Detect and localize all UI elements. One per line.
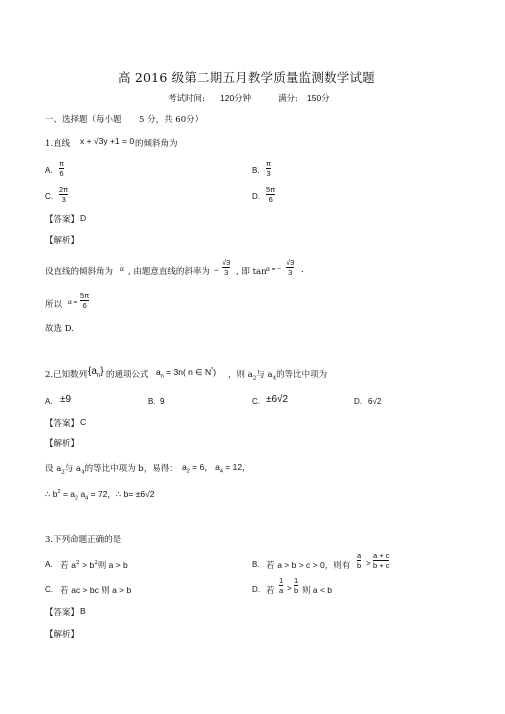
q1-stem-prefix: 1.直线 [45,139,71,149]
q2-option-d: 6√2 [368,397,382,406]
q1-option-b-fraction [266,159,271,178]
q1-option-b-den: 3 [266,169,271,178]
q2-sol2-a: ∴ b [45,489,58,499]
q2-sequence [88,366,104,379]
q1-sol3: 故选 D. [45,324,74,334]
q1-option-a-label: A. [45,166,53,175]
q1-sol2-b: α = [68,299,78,306]
q3-option-d-fraction1 [279,576,283,595]
q1-sol1-minus: − [214,265,219,275]
q3-option-b-den2: b + c [373,561,390,570]
q2-answer-label: 【答案】 [45,419,80,429]
q2-option-a: ±9 [60,394,72,405]
q2-formula [156,367,216,380]
q3-option-a-sup: 2 [75,560,80,567]
q3-option-d-gt: > [287,584,292,593]
q2-stem-a: 2.已知数列 [45,370,88,380]
q1-option-c-fraction [59,185,68,204]
q3-option-b [266,559,350,571]
full-score-label: 满分: [278,94,298,104]
q3-option-d-fraction2 [294,576,298,595]
q1-sol1-fraction2 [286,258,294,277]
q3-option-d-b: 则 a < b [302,585,333,595]
q2-answer: C [80,417,87,427]
q2-option-d-label: D. [354,397,362,406]
q2-sol2-b-sub: 2 [75,495,79,502]
q1-sol1-b: , 由题意直线的斜率为 [128,267,210,277]
q1-sol1-a: 设直线的倾斜角为 [45,267,114,277]
q3-option-b-gt: > [366,559,371,568]
q3-option-a-c: > b [82,560,95,570]
q3-option-d-num2: 1 [294,576,299,585]
q3-option-a-a: 若 [60,561,69,571]
q2-seq-close: } [100,366,104,377]
q1-answer: D [80,213,87,223]
q1-stem-suffix: 的倾斜角为 [135,139,178,149]
q3-option-b-fraction1 [357,551,361,570]
q2-sol1 [45,462,178,476]
q3-option-b-num2: a + c [373,551,390,560]
exam-time-label: 考试时间: [168,94,205,104]
q2-sol1-a-sub: 2 [61,469,65,476]
q3-option-a-b: a [71,560,76,570]
q1-option-a-den: 6 [59,169,64,178]
q1-sol2-den: 6 [82,301,87,310]
q1-option-b-label: B. [252,166,260,175]
q2-option-c-label: C. [252,397,260,406]
q3-option-d-num: 1 [279,576,284,585]
q1-sol1-num2: √3 [286,258,295,267]
q1-option-c-num: 2π [59,185,69,194]
q1-option-d-label: D. [252,192,260,201]
q2-sol1-c: 的等比中项为 [84,464,136,474]
q1-option-a-num: π [59,159,65,168]
q3-answer-label: 【答案】 [45,608,80,618]
q1-stem-formula: x + √3y +1 = 0 [80,136,135,146]
q2-option-b-label: B. [148,397,156,406]
q2-stem-d-text: 与 a [256,370,273,380]
q2-sol1-h: = 12， [225,462,251,472]
q3-option-c-label: C. [45,585,53,594]
q1-sol1-alpha: α [120,266,124,273]
q2-sol2-c: a [80,489,86,499]
q3-option-b-label: B. [252,560,260,569]
q3-option-d-den2: b [294,586,299,595]
q1-sol1-c: , 即 tan [236,267,267,277]
q1-sol2-a: 所以 [45,300,63,310]
q2-stem-c-text: ，则 a [228,370,253,380]
q2-sol1-g: a [215,462,220,472]
q2-sol1-d: b，易得： [138,464,178,474]
q2-stem-e-text: 的等比中项为 [276,370,328,380]
q2-analysis-label: 【解析】 [45,439,80,449]
full-score-value: 150分 [307,93,330,103]
q2-seq-sub: n [96,373,101,379]
q2-option-b: 9 [160,397,165,406]
q2-formula-rest: = 3n( n ∈ N [166,367,212,377]
q1-sol1-end: . [301,265,304,275]
section-heading: 一、选择题（每小题 [45,115,122,125]
q2-option-c: ±6√2 [266,394,289,405]
q3-answer: B [80,606,86,616]
q3-option-d-a: 若 [266,586,275,596]
q3-option-a-sup2: 2 [94,560,98,567]
q1-sol1-den: 3 [224,268,229,277]
q3-stem: 3.下列命题正确的是 [45,535,122,545]
q2-sol2-b: = a [62,489,75,499]
q3-option-c-a: 若 [60,586,69,596]
q2-formula-a: a [156,367,161,377]
q1-option-a-fraction [59,159,64,178]
q1-option-c-den: 3 [61,195,66,204]
q2-stem-c [228,368,327,382]
q2-sol2 [45,488,155,502]
section-points: 5 分，共 60分） [139,115,204,125]
q1-sol2-fraction [80,291,89,310]
q1-analysis-label: 【解析】 [45,236,80,246]
q1-answer-label: 【答案】 [45,215,80,225]
q1-option-b-num: π [266,159,272,168]
q2-sol1-e-sub: 2 [186,468,190,475]
q2-stem-b: 的通项公式 [106,370,149,380]
q3-option-a-d: 则 a > b [97,560,128,570]
q2-sol1-e: a [182,462,187,472]
q2-sol1-b-sub: 4 [81,469,85,476]
q1-option-d-fraction [266,185,275,204]
q2-sol1-values [182,461,251,475]
q1-sol1-fraction [222,258,230,277]
q3-option-c-b: ac > bc 则 a > b [71,585,132,595]
q2-sol1-f: = 6， [192,462,213,472]
q2-sol1-g-sub: 4 [219,468,223,475]
q3-option-b-num: a [357,551,362,560]
q3-option-d-label: D. [252,585,260,594]
q3-option-a-label: A. [45,560,53,569]
q2-formula-end: ) [213,367,217,377]
page-title: 高 2016 级第二期五月教学质量监测数学试题 [118,70,375,85]
q1-sol2-num: 5π [80,291,90,300]
q2-option-a-label: A. [45,397,53,406]
q1-option-d-den: 6 [268,195,273,204]
q3-option-b-den: b [357,561,362,570]
q3-option-b-a: 若 [266,561,275,571]
q3-option-a [60,559,128,571]
q1-sol1-num: √3 [222,258,231,267]
q2-formula-sup: * [211,367,214,374]
q3-analysis-label: 【解析】 [45,630,80,640]
q2-sol1-b: 与 a [64,464,82,474]
q1-sol1-d: α = − [266,266,281,273]
q2-stem-d-sub: 4 [272,375,277,382]
q3-option-b-b: a > b > c > 0，则有 [277,560,351,570]
q2-stem-c-sub: 2 [252,375,257,382]
q1-sol1-den2: 3 [288,268,293,277]
q2-sol2-c-sub: 4 [85,495,89,502]
exam-time-value: 120分钟 [220,93,252,103]
q3-option-c [60,584,131,596]
q2-sol2-sup: 2 [57,489,61,496]
q2-sol2-d: = 72，∴ b= ±6√2 [90,489,155,499]
q1-option-d-num: 5π [266,185,276,194]
q3-option-b-fraction2 [373,551,389,570]
q2-formula-sub: n [160,373,164,380]
q1-option-c-label: C. [45,192,53,201]
q2-seq-open: {a [88,366,97,377]
q2-sol1-a: 设 a [45,464,62,474]
q3-option-d-den: a [279,586,284,595]
